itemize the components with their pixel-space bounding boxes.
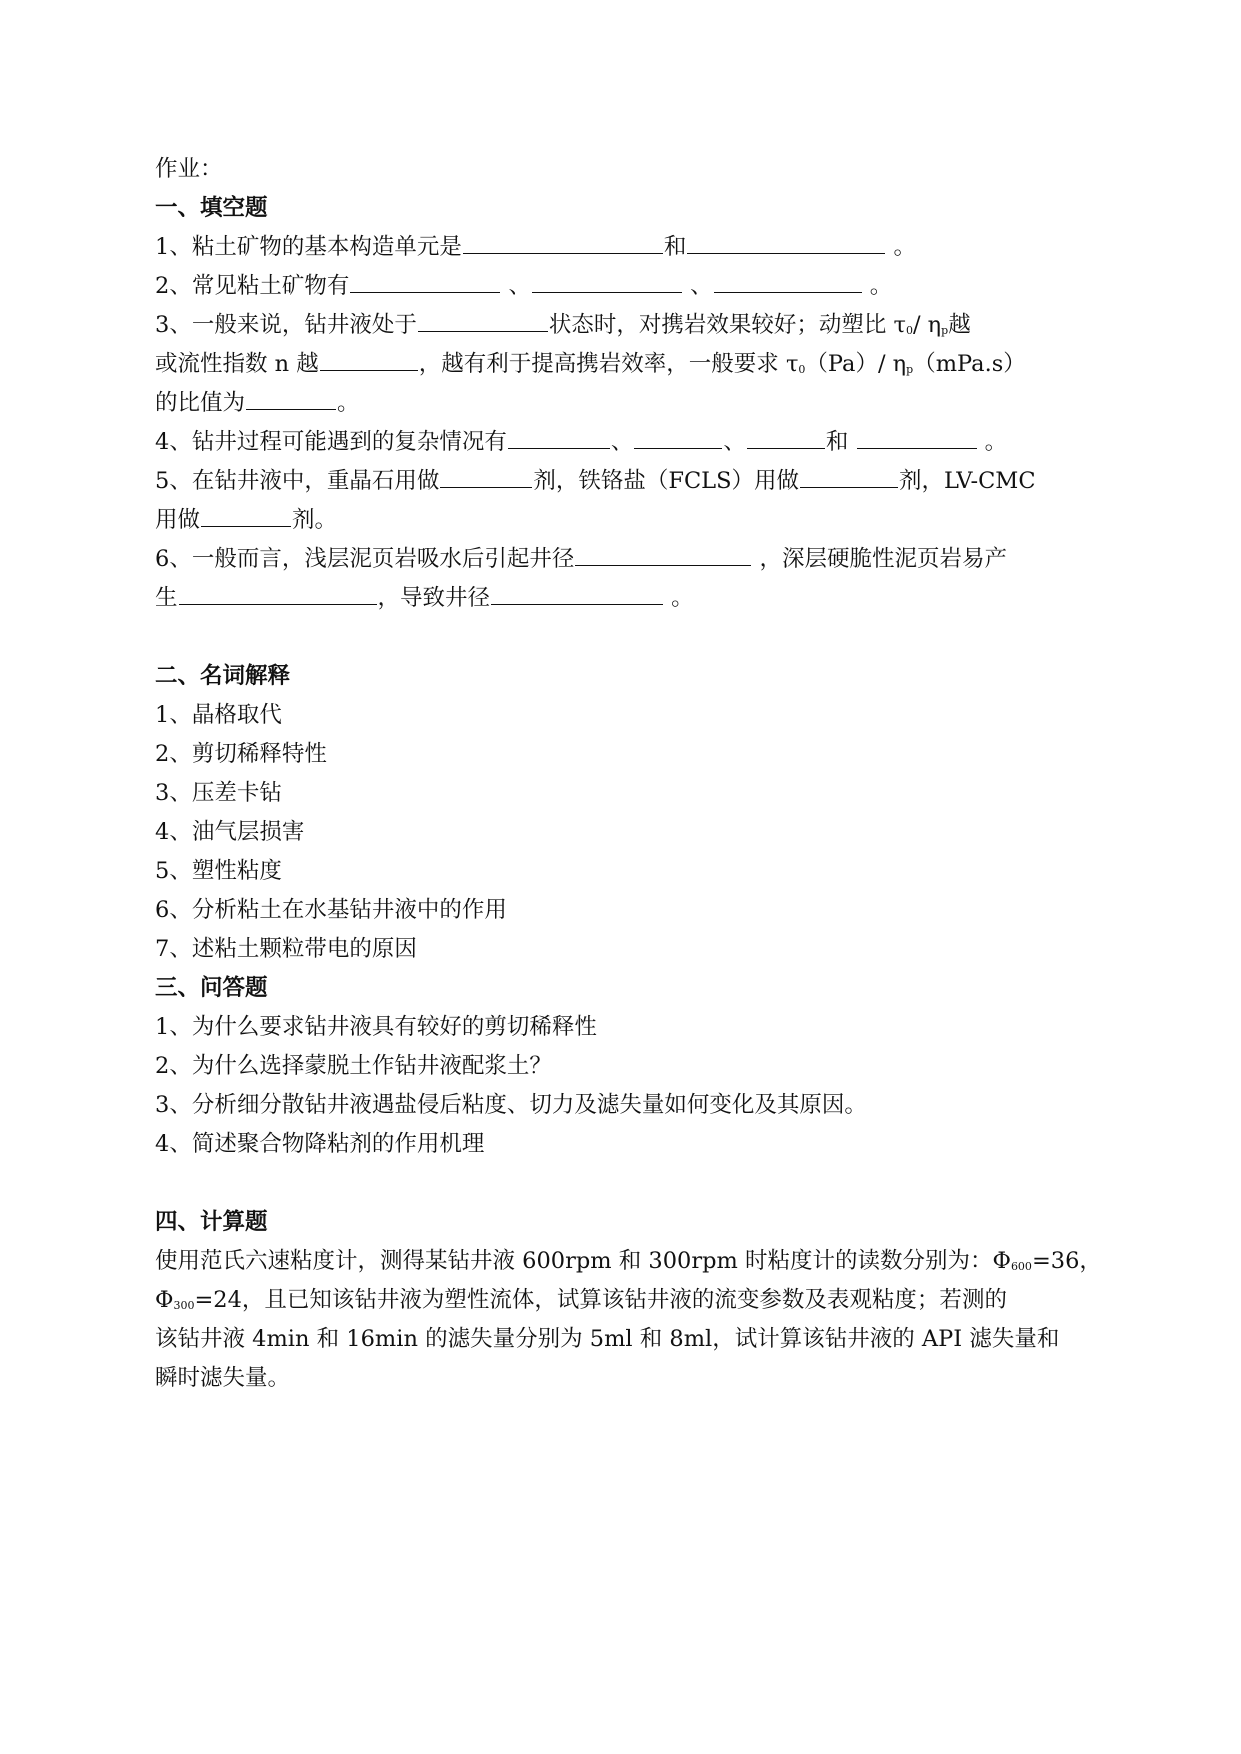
answer-blank[interactable] [857,426,977,449]
answer-blank[interactable] [491,582,663,605]
list-item: 4、油气层损害 [155,819,305,845]
list-item: 7、述粘土颗粒带电的原因 [155,936,417,962]
question-1-3-line3: 的比值为 。 [155,384,1095,423]
answer-blank[interactable] [246,387,336,410]
section-gap [155,1164,1095,1203]
calc-problem-line2: $\Phi_{300}=24$，且已知该钻井液为塑性流体，试算该钻井液的流变参数及表观粘度；若测的 [155,1287,1007,1313]
question-1-6-line2: 生 ，导致井径 。 [155,579,1095,618]
answer-blank[interactable] [179,582,377,605]
answer-blank[interactable] [575,543,751,566]
list-item: 6、分析粘土在水基钻井液中的作用 [155,897,507,923]
question-1-1: 1、粘土矿物的基本构造单元是 和 。 [155,228,1095,267]
calc-problem-line4: 瞬时滤失量。 [155,1365,291,1391]
answer-blank[interactable] [350,270,500,293]
answer-blank[interactable] [800,465,898,488]
list-item: 4、简述聚合物降粘剂的作用机理 [155,1131,485,1157]
section-gap [155,618,1095,657]
section3-heading: 三、问答题 [155,975,268,1001]
question-1-3-line2: 或流性指数 n 越 ，越有利于提高携岩效率，一般要求 $\tau_0(Pa)/$ $\eta_p(mPa.s)$ [155,345,1095,384]
question-1-2: 2、常见粘土矿物有 、 、 。 [155,267,1095,306]
document-title: 作业： [155,156,223,182]
list-item: 5、塑性粘度 [155,858,282,884]
list-item: 2、为什么选择蒙脱土作钻井液配浆土？ [155,1053,552,1079]
question-1-5-line1: 5、在钻井液中，重晶石用做 剂，铁铬盐（FCLS）用做 剂，LV-CMC [155,462,1095,501]
answer-blank[interactable] [634,426,722,449]
question-1-5-line2: 用做 剂。 [155,501,1095,540]
answer-blank[interactable] [532,270,682,293]
list-item: 3、压差卡钻 [155,780,282,806]
question-1-6-line1: 6、一般而言，浅层泥页岩吸水后引起井径 ，深层硬脆性泥页岩易产 [155,540,1095,579]
answer-blank[interactable] [714,270,862,293]
calc-problem-line1: 使用范氏六速粘度计，测得某钻井液 600rpm 和 300rpm 时粘度计的读数分别为：$\Phi_{600}=36$， [155,1248,1102,1274]
answer-blank[interactable] [440,465,532,488]
section2-heading: 二、名词解释 [155,663,291,689]
question-1-3-line1: 3、一般来说，钻井液处于 状态时，对携岩效果较好；动塑比 $\tau_0/$ $\eta_p$越 [155,306,1095,345]
list-item: 1、晶格取代 [155,702,282,728]
answer-blank[interactable] [687,231,885,254]
question-1-4: 4、钻井过程可能遇到的复杂情况有 、 、 和 。 [155,423,1095,462]
list-item: 2、剪切稀释特性 [155,741,327,767]
answer-blank[interactable] [463,231,663,254]
answer-blank[interactable] [508,426,610,449]
document-page [155,150,1102,1398]
list-item: 3、分析细分散钻井液遇盐侵后粘度、切力及滤失量如何变化及其原因。 [155,1092,867,1118]
answer-blank[interactable] [747,426,825,449]
section4-heading: 四、计算题 [155,1209,268,1235]
section1-heading: 一、填空题 [155,195,268,221]
answer-blank[interactable] [418,309,548,332]
answer-blank[interactable] [320,348,418,371]
calc-problem-line3: 该钻井液 4min 和 16min 的滤失量分别为 5ml 和 8ml，试计算该钻井液的 API 滤失量和 [155,1326,1060,1352]
answer-blank[interactable] [201,504,291,527]
list-item: 1、为什么要求钻井液具有较好的剪切稀释性 [155,1014,597,1040]
